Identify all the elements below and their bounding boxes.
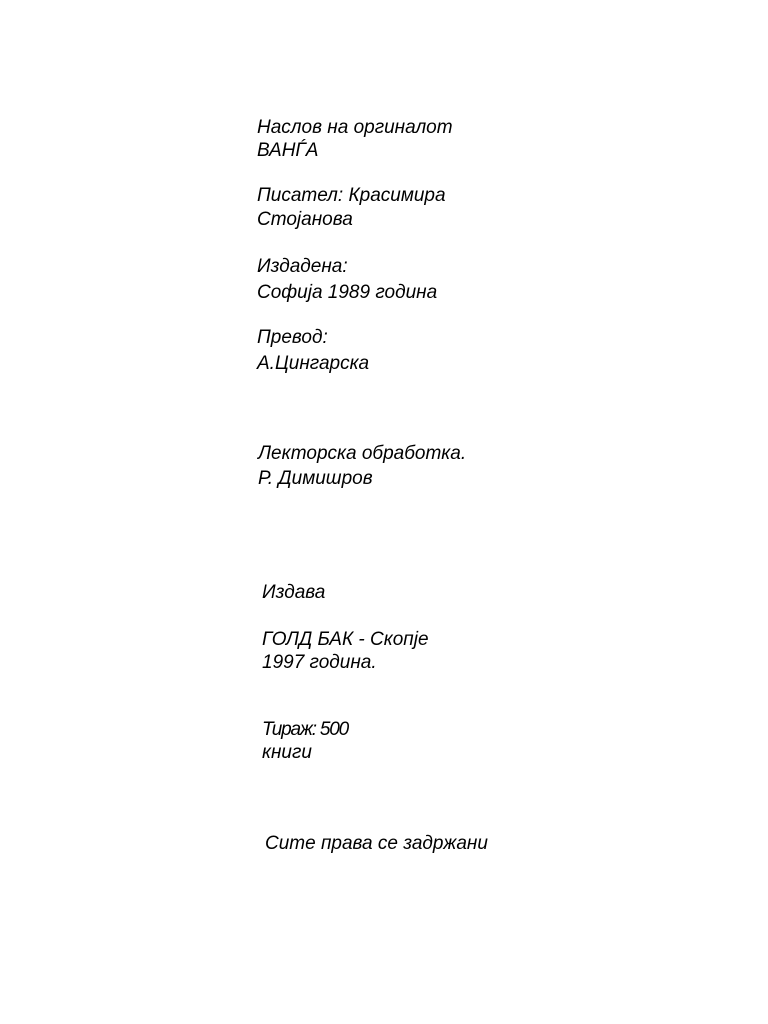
print-run-line-2: книги [262,742,312,763]
rights-notice: Сите права се задржани [265,833,488,854]
translation-value: А.Цингарска [257,353,370,374]
proofreading-value: Р. Димишров [258,468,373,489]
published-value: Софија 1989 година [257,282,438,303]
translation-label: Превод: [257,327,328,348]
published-label: Издадена: [257,256,348,277]
original-title-label: Наслов на оргиналот [257,117,453,138]
author-line-2: Стојанова [257,209,353,230]
proofreading-label: Лекторска обработка. [258,443,467,464]
publisher-name: ГОЛД БАК - Скопје [262,629,429,650]
original-title-value: ВАНЃА [257,140,319,161]
publisher-label: Издава [262,582,326,603]
author-line-1: Писател: Красимира [257,185,446,206]
publisher-year: 1997 година. [262,652,377,673]
print-run-line-1: Тираж: 500 [262,719,349,740]
